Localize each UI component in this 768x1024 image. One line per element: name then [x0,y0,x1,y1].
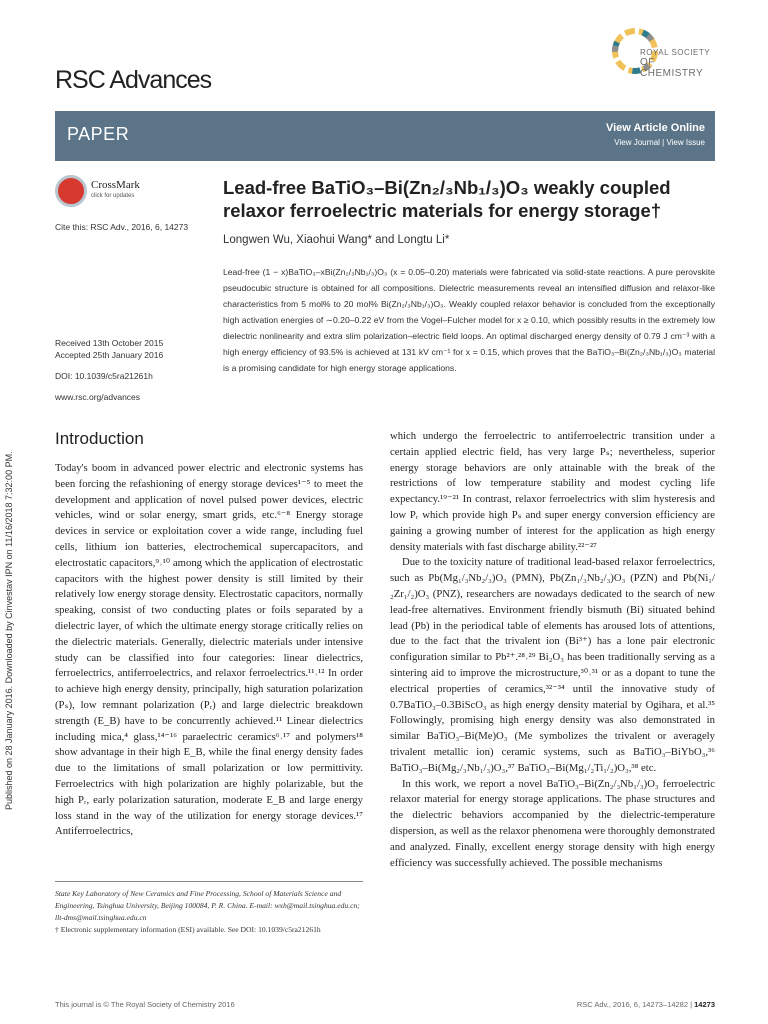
logo-line1: ROYAL SOCIETY [640,48,711,57]
footer-citation [577,1000,715,1009]
body-column-right [390,429,715,871]
article-type-banner [55,111,715,161]
page-number: 14273 [694,1000,715,1009]
authors: Longwen Wu, Xiaohui Wang* and Longtu Li* [223,234,450,246]
esi-footnote: † Electronic supplementary information (ESI) available. See DOI: 10.1039/c5ra21261h [55,925,321,934]
footnote-divider [55,881,363,882]
footer-citation-text: RSC Adv., 2016, 6, 14273–14282 | [576,1000,693,1009]
section-heading-introduction: Introduction [55,429,144,448]
paragraph: Today's boom in advanced power electric and electronic systems has been forcing the refashioning of energy storage devices¹⁻⁵ to meet the development and application of novel pulsed power devices, electric vehicles, wind or solar energy, smart grids, etc.⁶⁻⁸ Energy storage devices in service or exploitation cover a wide range, including fuel cells, lithium ion batteries, electrochemical supercapacitors, and electrostatic capacitors,⁹˒¹⁰ among which the application of electrostatic capacitors with the highest power density is still limited by their relatively low energy storage density. Electrostatic capacitors, normally speaking, consist of two conducting plates or foils separated by a dielectric layer, of which the ultimate energy storage critically relies on the dielectric materials. Generally, dielectric materials under intensive study can be classified into four categories: linear dielectrics, ferroelectrics, antiferroelectrics, and relaxor ferroelectrics.¹¹˒¹² In order to achieve high energy density, principally, high saturation polarization (Pₛ), low remnant polarization (Pᵣ) and large dielectric breakdown strength (E_B) have to be concurrently achieved.¹¹ Linear dielectrics including mica,⁴ glass,¹⁴⁻¹⁶ paraelectric ceramics⁶˒¹⁷ and polymers¹⁸ show advantage in their high E_B, while the final energy density fades due to the limitations of small polarization or low permittivity. Ferroelectrics with high polarization are highly polarizable, but the high Pᵣ, early polarization saturation, moderate E_B and large energy loss stand in the way of the utilization for energy storage devices.¹⁷ Antiferroelectrics, [55,462,363,838]
affiliation-footnote: State Key Laboratory of New Ceramics and Fine Processing, School of Materials Science and Engineering, Tsinghua University, Beijing 100084, P. R. China. E-mail: wxh@mail.tsinghua.edu.cn; llt-dms@mail.tsinghua.edu.cn [55,889,360,922]
rsc-logo [608,18,720,88]
journal-url[interactable]: www.rsc.org/advances [55,392,141,402]
paragraph: which undergo the ferroelectric to antiferroelectric transition under a certain applied electric field, has very large Pₛ; nevertheless, superior energy storage behaviors are only attainable with the break of the restrictions of low temperature stability and modest cycling life expectancy.¹⁹⁻²¹ In contrast, relaxor ferroelectrics with slim hysteresis and low Pᵣ which provide high Pₛ and super energy conversion efficiency are gaining a growing number of interest for the application as high energy density materials with fast discharge ability.²²⁻²⁷ [390,430,715,553]
logo-line2: OF CHEMISTRY [640,57,704,79]
download-stamp: Published on 28 January 2016. Downloaded by Cinvestav IPN on 11/16/2018 7:32:00 PM. [4,451,14,810]
paragraph: Due to the toxicity nature of traditional lead-based relaxor ferroelectrics, such as Pb(Mg₁/₃Nb₂/₃)O₃ (PMN), Pb(Zn₁/₃Nb₂/₃)O₃ (PZN) and Pb(Ni₁/₂Zr₁/₂)O₃ (PNZ), researchers are nowadays dedicated to the search of new lead-free alternatives. Environment friendly bismuth (Bi) situated behind lead (Pb) in the periodical table of elements has aroused lots of attentions, due to the fact that the trivalent ion (Bi³⁺) has a lone pair electronic configuration similar to Pb²⁺.²⁸˒²⁹ Bi₂O₃ has been traditionally serving as a sintering aid to improve the microstructure,³⁰˒³¹ or as a dopant to tune the electrical properties of ceramics,³²⁻³⁴ until the innovative study of 0.7BaTiO₃–0.3BiScO₃ as high energy density material by Ogihara, et al.³⁵ Followingly, promising high energy density was also demonstrated in similar BaTiO₃–Bi(Me)O₃ (Me symbolizes the trivalent or averagely trivalent metallic ion) ceramic systems, such as BaTiO₃–BiYbO₃,³⁶ BaTiO₃–Bi(Mg₂/₃Nb₁/₃)O₃,³⁷ BaTiO₃–Bi(Mg₁/₂Ti₁/₂)O₃,³⁸ etc. [390,556,715,774]
paragraph: In this work, we report a novel BaTiO₃–Bi(Zn₂/₃Nb₁/₃)O₃ ferroelectric relaxor material for energy storage applications. The phase structures and the dielectric behaviors accompanied by the dielectric-temperature dispersion, as well as the relaxor phenomena were thoroughly demonstrated and analyzed. Finally, excellent energy storage density with high energy efficiency was successfully achieved. The possible mechanisms [390,777,715,869]
article-title: Lead-free BaTiO₃–Bi(Zn₂/₃Nb₁/₃)O₃ weakly coupled relaxor ferroelectric materials for energy storage† [223,177,671,221]
article-type: PAPER [67,124,130,144]
view-journal-issue-links[interactable]: View Journal | View Issue [614,138,705,147]
body-column-left [55,461,363,840]
accepted-date: Accepted 25th January 2016 [55,350,164,360]
doi[interactable]: DOI: 10.1039/c5ra21261h [55,371,153,381]
journal-name: RSC Advances [55,66,212,94]
abstract: Lead-free (1 − x)BaTiO₃–xBi(Zn₂/₃Nb₁/₃)O₃ (x = 0.05–0.20) materials were fabricated via solid-state reactions. A pure perovskite pseudocubic structure is obtained for all compositions. Dielectric measurements reveal an intensified diffusion and relaxor-like characteristics from 5 mol% to 20 mol% Bi(Zn₂/₃Nb₁/₃)O₃. Weakly coupled relaxor behavior is concluded from the exceptionally high activation energies of ∼0.20–0.22 eV from the Vogel–Fulcher model for x ≥ 0.10, which possibly results in the extremely low dielectric nonlinearity and extra slim polarization–electric field loops. An optimal discharged energy density of 0.79 J cm⁻³ with a high energy efficiency of 93.5% is achieved at 131 kV cm⁻¹ for x = 0.15, which proves that the BaTiO₃–Bi(Zn₂/₃Nb₁/₃)O₃ material is a promising candidate for high energy storage applications. [223,267,715,373]
citation: Cite this: RSC Adv., 2016, 6, 14273 [55,222,189,232]
crossmark-subtitle: click for updates [91,193,135,199]
view-article-online-link[interactable]: View Article Online [605,122,705,134]
crossmark-badge[interactable] [55,175,145,211]
crossmark-icon [55,175,87,207]
footer-copyright: This journal is © The Royal Society of Chemistry 2016 [55,1000,235,1009]
crossmark-title: CrossMark [91,179,140,191]
received-date: Received 13th October 2015 [55,338,164,348]
footnotes [55,888,363,936]
